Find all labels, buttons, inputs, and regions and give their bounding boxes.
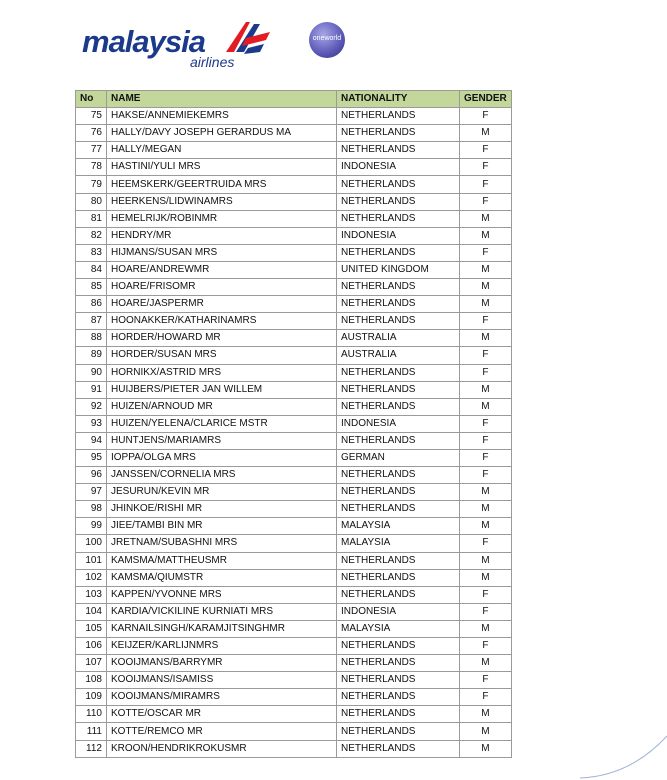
cell-no: 91: [76, 381, 107, 398]
cell-gender: F: [460, 672, 512, 689]
cell-name: KOOIJMANS/ISAMISS: [107, 672, 337, 689]
column-header-no: No: [76, 91, 107, 108]
table-row: [76, 261, 512, 278]
cell-gender: M: [460, 381, 512, 398]
table-row: [76, 108, 512, 125]
cell-name: HIJMANS/SUSAN MRS: [107, 244, 337, 261]
cell-no: 87: [76, 313, 107, 330]
cell-nationality: NETHERLANDS: [337, 723, 460, 740]
cell-name: KROON/HENDRIKROKUSMR: [107, 740, 337, 757]
cell-nationality: NETHERLANDS: [337, 210, 460, 227]
malaysia-airlines-logo: [82, 18, 272, 70]
cell-nationality: AUSTRALIA: [337, 330, 460, 347]
cell-no: 110: [76, 706, 107, 723]
cell-nationality: NETHERLANDS: [337, 655, 460, 672]
cell-gender: F: [460, 467, 512, 484]
table-row: [76, 569, 512, 586]
table-row: [76, 176, 512, 193]
cell-name: HUIJBERS/PIETER JAN WILLEM: [107, 381, 337, 398]
table-row: [76, 364, 512, 381]
cell-name: HENDRY/MR: [107, 227, 337, 244]
cell-nationality: MALAYSIA: [337, 620, 460, 637]
cell-no: 88: [76, 330, 107, 347]
cell-nationality: NETHERLANDS: [337, 279, 460, 296]
cell-nationality: NETHERLANDS: [337, 586, 460, 603]
cell-gender: M: [460, 740, 512, 757]
cell-gender: F: [460, 347, 512, 364]
cell-gender: M: [460, 569, 512, 586]
table-row: [76, 740, 512, 757]
cell-no: 104: [76, 603, 107, 620]
cell-no: 82: [76, 227, 107, 244]
cell-nationality: INDONESIA: [337, 159, 460, 176]
cell-name: JESURUN/KEVIN MR: [107, 484, 337, 501]
cell-name: HORNIKX/ASTRID MRS: [107, 364, 337, 381]
cell-no: 111: [76, 723, 107, 740]
cell-nationality: NETHERLANDS: [337, 193, 460, 210]
table-row: [76, 159, 512, 176]
cell-no: 96: [76, 467, 107, 484]
table-row: [76, 638, 512, 655]
cell-gender: M: [460, 655, 512, 672]
cell-gender: F: [460, 193, 512, 210]
column-header-nationality: NATIONALITY: [337, 91, 460, 108]
cell-no: 93: [76, 415, 107, 432]
cell-name: HALLY/MEGAN: [107, 142, 337, 159]
cell-name: HUIZEN/ARNOUD MR: [107, 398, 337, 415]
cell-gender: F: [460, 586, 512, 603]
cell-nationality: NETHERLANDS: [337, 467, 460, 484]
cell-gender: F: [460, 689, 512, 706]
cell-no: 95: [76, 449, 107, 466]
cell-name: HORDER/HOWARD MR: [107, 330, 337, 347]
table-row: [76, 518, 512, 535]
cell-nationality: NETHERLANDS: [337, 484, 460, 501]
table-row: [76, 398, 512, 415]
cell-name: KAPPEN/YVONNE MRS: [107, 586, 337, 603]
cell-gender: F: [460, 432, 512, 449]
column-header-gender: GENDER: [460, 91, 512, 108]
cell-name: HEEMSKERK/GEERTRUIDA MRS: [107, 176, 337, 193]
table-row: [76, 296, 512, 313]
cell-gender: F: [460, 244, 512, 261]
table-row: [76, 723, 512, 740]
table-row: [76, 501, 512, 518]
cell-no: 81: [76, 210, 107, 227]
cell-name: HALLY/DAVY JOSEPH GERARDUS MA: [107, 125, 337, 142]
passenger-table: [75, 90, 512, 758]
cell-nationality: NETHERLANDS: [337, 364, 460, 381]
table-row: [76, 381, 512, 398]
cell-name: KOOIJMANS/MIRAMRS: [107, 689, 337, 706]
cell-no: 94: [76, 432, 107, 449]
cell-no: 89: [76, 347, 107, 364]
cell-gender: M: [460, 210, 512, 227]
cell-nationality: NETHERLANDS: [337, 108, 460, 125]
table-row: [76, 620, 512, 637]
cell-no: 86: [76, 296, 107, 313]
cell-no: 76: [76, 125, 107, 142]
cell-no: 101: [76, 552, 107, 569]
cell-gender: F: [460, 142, 512, 159]
cell-nationality: NETHERLANDS: [337, 706, 460, 723]
cell-nationality: NETHERLANDS: [337, 244, 460, 261]
cell-name: HOONAKKER/KATHARINAMRS: [107, 313, 337, 330]
cell-name: HUNTJENS/MARIAMRS: [107, 432, 337, 449]
cell-name: HAKSE/ANNEMIEKEMRS: [107, 108, 337, 125]
table-row: [76, 347, 512, 364]
cell-no: 77: [76, 142, 107, 159]
cell-gender: M: [460, 723, 512, 740]
cell-nationality: INDONESIA: [337, 415, 460, 432]
cell-no: 85: [76, 279, 107, 296]
cell-name: KEIJZER/KARLIJNMRS: [107, 638, 337, 655]
cell-gender: F: [460, 313, 512, 330]
cell-nationality: NETHERLANDS: [337, 296, 460, 313]
table-row: [76, 432, 512, 449]
cell-no: 103: [76, 586, 107, 603]
table-row: [76, 689, 512, 706]
cell-nationality: NETHERLANDS: [337, 552, 460, 569]
cell-nationality: NETHERLANDS: [337, 432, 460, 449]
cell-gender: M: [460, 398, 512, 415]
cell-gender: F: [460, 415, 512, 432]
table-row: [76, 586, 512, 603]
oneworld-label: oneworld: [312, 35, 342, 42]
cell-no: 99: [76, 518, 107, 535]
cell-no: 92: [76, 398, 107, 415]
cell-name: KOOIJMANS/BARRYMR: [107, 655, 337, 672]
cell-nationality: MALAYSIA: [337, 535, 460, 552]
cell-name: IOPPA/OLGA MRS: [107, 449, 337, 466]
cell-gender: F: [460, 108, 512, 125]
cell-nationality: NETHERLANDS: [337, 740, 460, 757]
table-row: [76, 227, 512, 244]
table-row: [76, 330, 512, 347]
cell-no: 84: [76, 261, 107, 278]
table-row: [76, 655, 512, 672]
cell-nationality: NETHERLANDS: [337, 672, 460, 689]
cell-gender: M: [460, 125, 512, 142]
cell-gender: M: [460, 227, 512, 244]
cell-no: 109: [76, 689, 107, 706]
cell-name: KAMSMA/QIUMSTR: [107, 569, 337, 586]
cell-no: 107: [76, 655, 107, 672]
cell-name: JHINKOE/RISHI MR: [107, 501, 337, 518]
cell-name: KARNAILSINGH/KARAMJITSINGHMR: [107, 620, 337, 637]
cell-no: 90: [76, 364, 107, 381]
cell-gender: M: [460, 501, 512, 518]
cell-nationality: NETHERLANDS: [337, 398, 460, 415]
cell-nationality: NETHERLANDS: [337, 176, 460, 193]
cell-nationality: INDONESIA: [337, 227, 460, 244]
cell-gender: F: [460, 449, 512, 466]
cell-nationality: NETHERLANDS: [337, 569, 460, 586]
cell-no: 80: [76, 193, 107, 210]
cell-gender: F: [460, 364, 512, 381]
cell-no: 98: [76, 501, 107, 518]
cell-nationality: NETHERLANDS: [337, 142, 460, 159]
table-row: [76, 535, 512, 552]
table-row: [76, 244, 512, 261]
cell-name: KARDIA/VICKILINE KURNIATI MRS: [107, 603, 337, 620]
cell-gender: F: [460, 176, 512, 193]
cell-nationality: NETHERLANDS: [337, 501, 460, 518]
cell-gender: M: [460, 620, 512, 637]
table-row: [76, 603, 512, 620]
cell-nationality: GERMAN: [337, 449, 460, 466]
cell-gender: F: [460, 535, 512, 552]
cell-no: 112: [76, 740, 107, 757]
cell-name: HEMELRIJK/ROBINMR: [107, 210, 337, 227]
table-row: [76, 193, 512, 210]
cell-no: 75: [76, 108, 107, 125]
cell-name: KOTTE/REMCO MR: [107, 723, 337, 740]
cell-nationality: INDONESIA: [337, 603, 460, 620]
cell-gender: M: [460, 330, 512, 347]
cell-gender: F: [460, 159, 512, 176]
table-row: [76, 467, 512, 484]
cell-nationality: NETHERLANDS: [337, 313, 460, 330]
cell-name: HUIZEN/YELENA/CLARICE MSTR: [107, 415, 337, 432]
cell-nationality: NETHERLANDS: [337, 381, 460, 398]
cell-gender: M: [460, 279, 512, 296]
cell-no: 83: [76, 244, 107, 261]
cell-gender: M: [460, 552, 512, 569]
cell-name: JIEE/TAMBI BIN MR: [107, 518, 337, 535]
cell-gender: M: [460, 296, 512, 313]
cell-name: HOARE/ANDREWMR: [107, 261, 337, 278]
table-row: [76, 415, 512, 432]
cell-gender: M: [460, 518, 512, 535]
cell-name: JRETNAM/SUBASHNI MRS: [107, 535, 337, 552]
cell-gender: M: [460, 261, 512, 278]
cell-no: 97: [76, 484, 107, 501]
cell-nationality: NETHERLANDS: [337, 638, 460, 655]
cell-name: HOARE/JASPERMR: [107, 296, 337, 313]
kite-logo-icon: [220, 18, 272, 58]
table-row: [76, 313, 512, 330]
table-row: [76, 552, 512, 569]
table-row: [76, 279, 512, 296]
cell-no: 102: [76, 569, 107, 586]
cell-nationality: AUSTRALIA: [337, 347, 460, 364]
cell-no: 78: [76, 159, 107, 176]
cell-name: HASTINI/YULI MRS: [107, 159, 337, 176]
table-row: [76, 142, 512, 159]
table-row: [76, 672, 512, 689]
cell-no: 108: [76, 672, 107, 689]
logo-subtitle: airlines: [190, 54, 235, 70]
cell-nationality: NETHERLANDS: [337, 125, 460, 142]
cell-name: HOARE/FRISOMR: [107, 279, 337, 296]
table-body: [76, 108, 512, 758]
cell-nationality: NETHERLANDS: [337, 689, 460, 706]
cell-no: 100: [76, 535, 107, 552]
cell-name: KOTTE/OSCAR MR: [107, 706, 337, 723]
table-row: [76, 449, 512, 466]
column-header-name: NAME: [107, 91, 337, 108]
cell-name: JANSSEN/CORNELIA MRS: [107, 467, 337, 484]
cell-no: 79: [76, 176, 107, 193]
cell-no: 106: [76, 638, 107, 655]
cell-name: HORDER/SUSAN MRS: [107, 347, 337, 364]
logo-wordmark: malaysia: [82, 24, 205, 59]
decorative-swoosh: [580, 718, 667, 780]
cell-name: KAMSMA/MATTHEUSMR: [107, 552, 337, 569]
table-row: [76, 484, 512, 501]
cell-nationality: MALAYSIA: [337, 518, 460, 535]
table-header-row: [76, 91, 512, 108]
cell-no: 105: [76, 620, 107, 637]
table-row: [76, 706, 512, 723]
table-row: [76, 125, 512, 142]
cell-gender: F: [460, 603, 512, 620]
table-row: [76, 210, 512, 227]
oneworld-badge: [309, 22, 345, 58]
cell-nationality: UNITED KINGDOM: [337, 261, 460, 278]
cell-name: HEERKENS/LIDWINAMRS: [107, 193, 337, 210]
cell-gender: M: [460, 706, 512, 723]
cell-gender: F: [460, 638, 512, 655]
cell-gender: M: [460, 484, 512, 501]
